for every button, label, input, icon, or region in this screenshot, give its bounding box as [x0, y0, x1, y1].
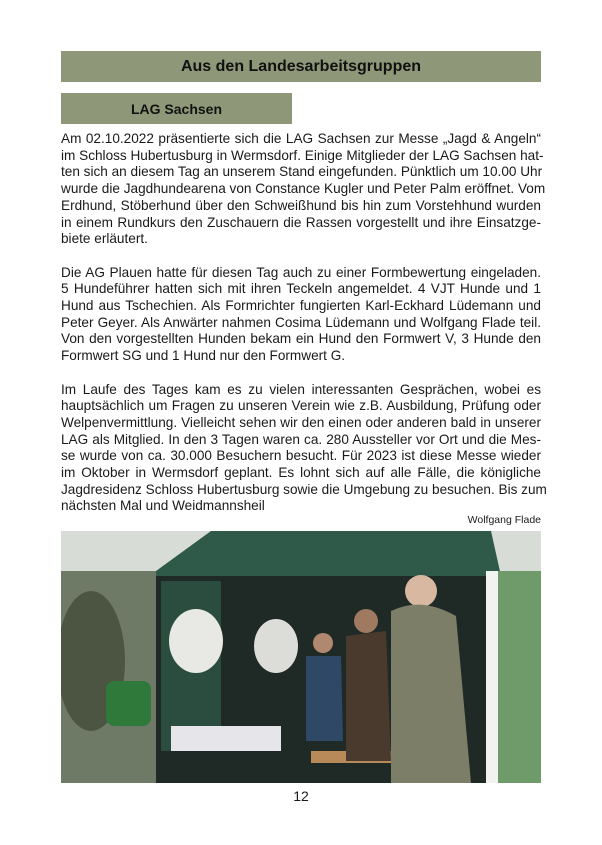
text-line: ten sich an diesem Tag an unserem Stand eingefunden. Pünktlich um 10.00 Uhr: [61, 164, 543, 180]
text-line: Jagdresidenz Schloss Hubertusburg sowie die Umgebung zu besuchen. Bis zum: [61, 481, 547, 497]
text-line: biete erläutert.: [61, 231, 148, 247]
text-line: Im Laufe des Tages kam es zu vielen interessanten Gesprächen, wobei es: [61, 381, 541, 397]
paragraph: [61, 265, 541, 365]
subsection-title: LAG Sachsen: [130, 100, 223, 117]
text-line: Peter Geyer. Als Anwärter nahmen Cosima Lüdemann und Wolfgang Flade teil.: [61, 314, 541, 330]
text-line: Die AG Plauen hatte für diesen Tag auch zu einer Formbewertung eingeladen.: [61, 264, 541, 280]
section-title: Aus den Landesarbeitsgruppen: [180, 57, 422, 75]
text-line: im Oktober in Wermsdorf geplant. Es lohnt sich auf alle Fälle, die königliche: [61, 465, 541, 481]
text-line: Von den vorgestellten Hunden bekam ein Hund den Formwert V, 3 Hunde den: [61, 331, 541, 347]
text-line: LAG als Mitglied. In den 3 Tagen waren ca. 280 Aussteller vor Ort und die Mes-: [61, 431, 541, 447]
text-line: Formwert SG und 1 Hund nur den Formwert G.: [61, 348, 346, 364]
text-line: Am 02.10.2022 präsentierte sich die LAG Sachsen zur Messe „Jagd & Angeln“: [61, 131, 541, 146]
text-line: 5 Hundeführer hatten sich mit ihren Teckeln angemeldet. 4 VJT Hunde und 1: [61, 281, 541, 297]
text-line: se wurde von ca. 30.000 Besuchern besucht. Für 2023 ist diese Messe wieder: [61, 448, 541, 464]
text-line: im Schloss Hubertusburg in Wermsdorf. Einige Mitglieder der LAG Sachsen hat-: [61, 147, 544, 163]
text-line: Erdhund, Stöberhund über den Schweißhund bis hin zum Vorstehhund wurden: [61, 197, 541, 213]
section-header: [61, 51, 541, 82]
text-line: hauptsächlich um Fragen zu unseren Verein wie z.B. Ausbildung, Prüfung oder: [61, 398, 541, 414]
text-line: in einem Rundkurs den Zuschauern die Rassen vorgestellt und ihre Einsatzge-: [61, 214, 541, 230]
text-line: Welpenvermittlung. Vielleicht sehen wir den einen oder anderen bald in unserer: [61, 414, 541, 430]
text-line: nächsten Mal und Weidmannsheil: [61, 498, 265, 514]
author-signature: Wolfgang Flade: [467, 514, 541, 526]
subsection-header: [61, 93, 292, 124]
paragraph: [61, 131, 546, 248]
paragraph: [61, 381, 547, 516]
page-number: 12: [293, 788, 309, 804]
event-photo: [61, 531, 541, 783]
article-body: [61, 131, 547, 532]
text-line: wurde die Jagdhundearena von Constance Kugler und Peter Palm eröffnet. Vom: [61, 181, 546, 197]
photo-illustration: [61, 531, 541, 783]
text-line: Hund aus Tschechien. Als Formrichter fungierten Karl-Eckhard Lüdemann und: [61, 298, 541, 314]
